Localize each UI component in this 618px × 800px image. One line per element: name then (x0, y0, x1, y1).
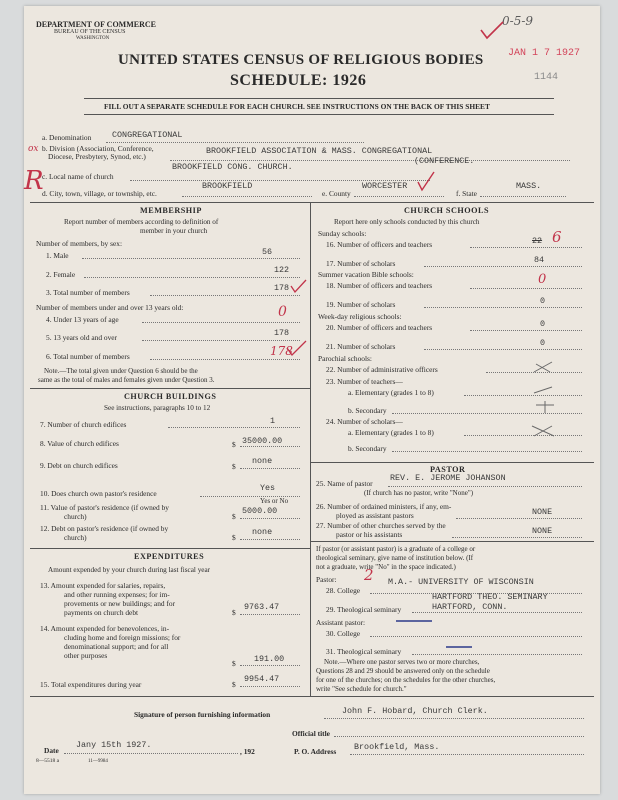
denomination-label: a. Denomination (42, 133, 92, 142)
check-mark-icon (416, 170, 436, 192)
q19-label: 19. Number of scholars (326, 300, 396, 309)
q12-dollar: $ (232, 533, 236, 542)
q21-value: 0 (540, 338, 546, 348)
q23-label: 23. Number of teachers— (326, 377, 403, 386)
q7-label: 7. Number of church edifices (40, 420, 127, 429)
signature-label: Signature of person furnishing information (134, 710, 271, 719)
strike-mark-icon (532, 360, 554, 374)
bureau-name: BUREAU OF THE CENSUS (54, 29, 126, 35)
q8-dollar: $ (232, 440, 236, 449)
blue-pen-mark (394, 618, 434, 624)
q26-line-1: 26. Number of ordained ministers, if any, em- (316, 502, 452, 511)
q14-line-2: cluding home and foreign missions; for (64, 633, 181, 642)
q24-label: 24. Number of scholars— (326, 417, 403, 426)
pastor-sub-label: Pastor: (316, 575, 337, 584)
expenditures-title: EXPENDITURES (134, 552, 205, 561)
q14-line-1: 14. Amount expended for benevolences, in- (40, 624, 170, 633)
signature-value: John F. Hobard, Church Clerk. (342, 706, 488, 716)
q3-value: 178 (274, 283, 290, 293)
q8-value: 35000.00 (242, 436, 283, 446)
q18-label: 18. Number of officers and teachers (326, 281, 433, 290)
q5-value: 178 (274, 328, 290, 338)
q29-value-2: HARTFORD, CONN. (432, 602, 508, 612)
q6-label: 6. Total number of members (46, 352, 130, 361)
city-label: d. City, town, village, or township, etc. (42, 189, 157, 198)
q25-note: (If church has no pastor, write "None") (364, 489, 474, 497)
q13-dollar: $ (232, 608, 236, 617)
division-value-2: (CONFERENCE. (414, 156, 475, 166)
q25-label: 25. Name of pastor (316, 479, 373, 488)
state-value: MASS. (516, 181, 542, 191)
q11-label-2: church) (64, 512, 87, 521)
denomination-value: CONGREGATIONAL (112, 130, 183, 140)
q10-value: Yes (260, 483, 276, 493)
check-mark-icon (479, 20, 505, 42)
q27-value: NONE (532, 526, 553, 536)
date-value: Jany 15th 1927. (76, 740, 152, 750)
margin-mark-ox: ox (28, 144, 39, 154)
q13-line-3: provements or new buildings; and for (64, 599, 176, 608)
q28-label: 28. College (326, 586, 361, 595)
q23a-label: a. Elementary (grades 1 to 8) (348, 388, 434, 397)
graduate-line-3: not a graduate, write "No" in the space indicated.) (316, 563, 456, 571)
county-value: WORCESTER (362, 181, 408, 191)
q2-label: 2. Female (46, 270, 76, 279)
q14-line-4: other purposes (64, 651, 108, 660)
q14-dollar: $ (232, 659, 236, 668)
membership-intro-1: Report number of members according to definition of (64, 218, 219, 226)
q11-label-1: 11. Value of pastor's residence (if owned by (40, 503, 169, 512)
po-address-value: Brookfield, Mass. (354, 742, 440, 752)
q27-line-1: 27. Number of other churches served by the (316, 521, 446, 530)
q26-line-2: ployed as assistant pastors (336, 511, 414, 520)
q22-label: 22. Number of administrative officers (326, 365, 438, 374)
strike-mark-icon (532, 383, 554, 397)
age-label: Number of members under and over 13 years old: (36, 303, 184, 312)
q18-value: 0 (538, 272, 547, 287)
division-value-1: BROOKFIELD ASSOCIATION & MASS. CONGREGATIONAL (206, 146, 433, 156)
membership-note-1: Note.—The total given under Question 6 should be the (44, 367, 198, 375)
q25-value: REV. E. JEROME JOHANSON (390, 473, 506, 483)
date-year-suffix: , 192 (240, 747, 255, 756)
q15-value: 9954.47 (244, 674, 280, 684)
q9-value: none (252, 456, 273, 466)
graduate-line-1: If pastor (or assistant pastor) is a graduate of a college or (316, 545, 476, 553)
schools-intro: Report here only schools conducted by this church (334, 218, 480, 226)
q9-dollar: $ (232, 462, 236, 471)
schedule-title: SCHEDULE: 1926 (230, 72, 367, 89)
check-mark-icon (286, 339, 308, 357)
q9-label: 9. Debt on church edifices (40, 461, 118, 470)
date-label: Date (44, 746, 59, 755)
q17-value: 84 (534, 255, 545, 265)
membership-title: MEMBERSHIP (140, 206, 202, 215)
city-value: BROOKFIELD (202, 181, 253, 191)
q19-value: 0 (540, 296, 546, 306)
membership-intro-2: member in your church (140, 227, 208, 235)
q2-value: 122 (274, 265, 290, 275)
q20-value: 0 (540, 319, 546, 329)
q12-value: none (252, 527, 273, 537)
instruction-line: FILL OUT A SEPARATE SCHEDULE FOR EACH CHURCH. SEE INSTRUCTIONS ON THE BACK OF THIS SHEET (104, 102, 490, 111)
q5-label: 5. 13 years old and over (46, 333, 118, 342)
buildings-intro: See instructions, paragraphs 10 to 12 (104, 404, 211, 412)
q1-value: 56 (262, 247, 273, 257)
q12-label-2: church) (64, 533, 87, 542)
assistant-pastor-label: Assistant pastor: (316, 618, 366, 627)
q15-label: 15. Total expenditures during year (40, 680, 142, 689)
po-address-label: P. O. Address (294, 747, 337, 756)
q14-line-3: denominational support; and for all (64, 642, 169, 651)
q20-label: 20. Number of officers and teachers (326, 323, 433, 332)
q4-value: 0 (278, 304, 287, 320)
corner-note: 0-5-9 (502, 14, 534, 28)
division-label-1: b. Division (Association, Conference, (42, 144, 154, 153)
q11-value: 5000.00 (242, 506, 278, 516)
q13-value: 9763.47 (244, 602, 280, 612)
buildings-title: CHURCH BUILDINGS (124, 392, 217, 401)
q15-dollar: $ (232, 680, 236, 689)
q28-value: M.A.- UNIVERSITY OF WISCONSIN (388, 577, 534, 587)
weekday-label: Week-day religious schools: (318, 312, 402, 321)
parochial-label: Parochial schools: (318, 354, 372, 363)
received-date-stamp: JAN 1 7 1927 (508, 48, 581, 59)
strike-mark-icon (530, 422, 556, 440)
q13-line-1: 13. Amount expended for salaries, repairs, (40, 581, 166, 590)
q23b-label: b. Secondary (348, 406, 387, 415)
local-name-value: BROOKFIELD CONG. CHURCH. (172, 162, 293, 172)
q16-label: 16. Number of officers and teachers (326, 240, 433, 249)
q11-dollar: $ (232, 512, 236, 521)
schools-title: CHURCH SCHOOLS (404, 206, 490, 215)
graduate-line-2: theological seminary, give name of institution below. (If (316, 554, 474, 562)
q12-label-1: 12. Debt on pastor's residence (if owned by (40, 524, 169, 533)
q8-label: 8. Value of church edifices (40, 439, 119, 448)
q21-label: 21. Number of scholars (326, 342, 396, 351)
q6-value: 178 (270, 344, 293, 358)
q29-label: 29. Theological seminary (326, 605, 402, 614)
pastor-hand-mark: 2 (364, 566, 374, 584)
q24a-label: a. Elementary (grades 1 to 8) (348, 428, 434, 437)
state-label: f. State (456, 189, 477, 198)
by-sex-label: Number of members, by sex: (36, 239, 122, 248)
q3-label: 3. Total number of members (46, 288, 130, 297)
official-title-label: Official title (292, 729, 330, 738)
q10-label: 10. Does church own pastor's residence (40, 489, 157, 498)
strike-mark-icon (534, 399, 556, 415)
q17-label: 17. Number of scholars (326, 259, 396, 268)
sunday-label: Sunday schools: (318, 229, 367, 238)
pastor-note-4: write "See schedule for church." (316, 685, 407, 693)
city-name: WASHINGTON (76, 36, 110, 41)
local-name-label: c. Local name of church (42, 172, 114, 181)
q31-label: 31. Theological seminary (326, 647, 402, 656)
county-label: e. County (322, 189, 351, 198)
q24b-label: b. Secondary (348, 444, 387, 453)
pastor-note-3: for one of the churches; on the schedules for the other churches, (316, 676, 496, 684)
margin-mark-r: R (24, 166, 44, 196)
census-schedule-sheet (24, 6, 600, 794)
q1-label: 1. Male (46, 251, 69, 260)
q16-value: 22 (532, 236, 543, 246)
dept-name: DEPARTMENT OF COMMERCE (36, 20, 157, 29)
q16-correction: 6 (552, 228, 562, 246)
pastor-note-2: Questions 28 and 29 should be answered only on the schedule (316, 667, 490, 675)
q7-value: 1 (270, 416, 276, 426)
q26-value: NONE (532, 507, 553, 517)
form-number: 8—5518 a (36, 758, 60, 764)
q11-yes-no-note: Yes or No (260, 497, 289, 505)
expenditures-intro: Amount expended by your church during last fiscal year (48, 566, 211, 574)
form-title: UNITED STATES CENSUS OF RELIGIOUS BODIES (118, 52, 484, 68)
q29-value-1: HARTFORD THEO. SEMINARY (432, 592, 548, 602)
q27-line-2: pastor or his assistants (336, 530, 403, 539)
summer-label: Summer vacation Bible schools: (318, 270, 414, 279)
blue-pen-mark (444, 644, 474, 650)
check-mark-icon (290, 278, 308, 294)
stamp-code: 1144 (534, 72, 559, 83)
pastor-note-1: Note.—Where one pastor serves two or more churches, (324, 658, 480, 666)
q30-label: 30. College (326, 629, 361, 638)
division-label-2: Diocese, Presbytery, Synod, etc.) (48, 152, 146, 161)
print-number: 11—9984 (88, 759, 108, 764)
q4-label: 4. Under 13 years of age (46, 315, 119, 324)
q13-line-4: payments on church debt (64, 608, 139, 617)
q14-value: 191.00 (254, 654, 285, 664)
membership-note-2: same as the total of males and females given under Question 3. (38, 376, 215, 384)
q13-line-2: and other running expenses; for im- (64, 590, 170, 599)
pastor-title: PASTOR (430, 465, 466, 474)
